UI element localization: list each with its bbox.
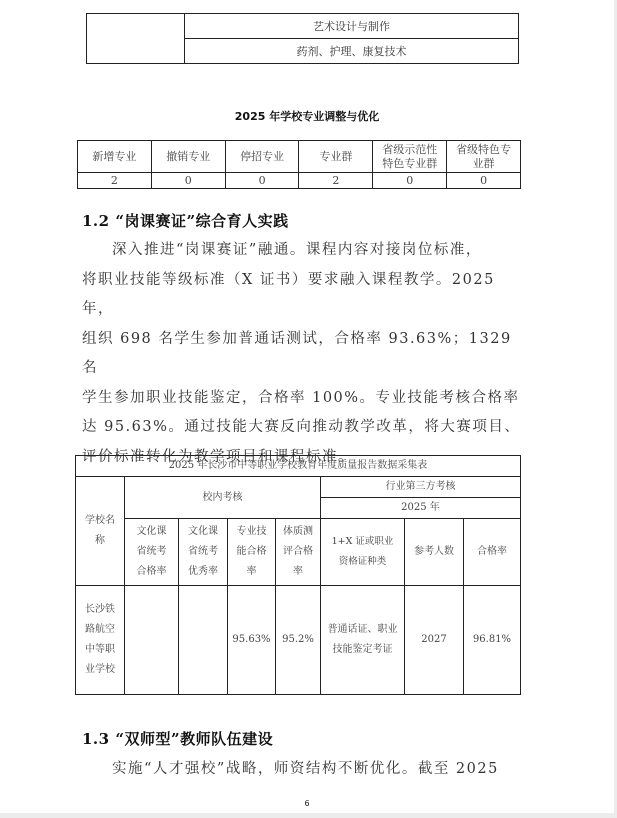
table2-subheader [321, 519, 405, 586]
table1-value: 0 [151, 173, 225, 189]
table2-cell [179, 586, 228, 695]
table1-header: 专业群 [299, 141, 373, 173]
table2-external-group: 行业第三方考核 [321, 477, 521, 498]
table2-cell: 96.81% [464, 586, 521, 695]
table2-external-year: 2025 年 [321, 498, 521, 519]
table2-cell: 2027 [405, 586, 464, 695]
section-heading-1-3: 1.3 “双师型”教师队伍建设 [82, 730, 274, 748]
table2-subheader-text: 体质测评合格率 [283, 526, 313, 577]
table1-header-text: 省级特色专业群 [456, 142, 512, 170]
table2-subheader: 参考人数 [405, 519, 464, 586]
table1-caption: 2025 年学校专业调整与优化 [234, 110, 380, 123]
section-1-3-paragraph [82, 755, 527, 785]
fragment-cell: 艺术设计与制作 [185, 14, 519, 39]
table1-value: 2 [299, 173, 373, 189]
table2-school-name-text: 长沙铁路航空中等职业学校 [85, 604, 115, 675]
table2-subheader: 合格率 [464, 519, 521, 586]
table2-title: 2025 年长沙市中等职业学校教育年度质量报告数据采集表 [76, 456, 521, 477]
major-adjustment-table [77, 140, 521, 189]
section-1-2-paragraph [82, 236, 527, 472]
table1-header: 撤销专业 [151, 141, 225, 173]
paragraph-line: 学生参加职业技能鉴定，合格率 100%。专业技能考核合格率 [82, 389, 520, 406]
table2-subheader-text: 文化课省统考合格率 [136, 526, 167, 577]
table2-school-name [76, 586, 125, 695]
page-number: 6 [304, 799, 310, 808]
table1-value: 0 [447, 173, 521, 189]
table1-value: 0 [225, 173, 299, 189]
table2-subheader [179, 519, 228, 586]
fragment-table [86, 13, 519, 64]
table2-subheader-text: 文化课省统考优秀率 [188, 526, 218, 577]
paragraph-line: 达 95.63%。通过技能大赛反向推动教学改革，将大赛项目、 [82, 419, 521, 435]
table2-cell-text: 普通话证、职业技能鉴定考证 [327, 624, 398, 655]
table1-header-text: 省级示范性特色专业群 [382, 142, 438, 170]
paragraph-line: 组织 698 名学生参加普通话测试，合格率 93.63%；1329 名 [82, 330, 512, 376]
table1-value: 2 [78, 173, 152, 189]
table2-cell [125, 586, 179, 695]
table2-cell: 95.2% [276, 586, 321, 695]
table2-subheader [228, 519, 276, 586]
table1-header: 停招专业 [225, 141, 299, 173]
paragraph-line: 实施“人才强校”战略，师资结构不断优化。截至 2025 [112, 761, 499, 777]
table2-subheader [276, 519, 321, 586]
table2-cell: 95.63% [228, 586, 276, 695]
table2-cell [321, 586, 405, 695]
quality-report-table [75, 455, 521, 695]
table2-subheader-text: 1+X 证或职业资格证种类 [331, 536, 394, 567]
section-heading-1-2: 1.2 “岗课赛证”综合育人实践 [82, 212, 289, 230]
table2-school-header-text: 学校名称 [85, 515, 115, 546]
table1-header [373, 141, 447, 173]
table2-school-header [76, 477, 125, 586]
paragraph-line: 评价标准转化为教学项目和课程标准。 [82, 448, 354, 465]
table2-internal-group: 校内考核 [125, 477, 321, 519]
paragraph-line: 将职业技能等级标准（X 证书）要求融入课程教学。2025 年， [82, 271, 495, 317]
table2-subheader [125, 519, 179, 586]
table1-value: 0 [373, 173, 447, 189]
fragment-empty-cell [87, 14, 185, 64]
table1-header: 新增专业 [78, 141, 152, 173]
table2-subheader-text: 专业技能合格率 [236, 526, 267, 577]
fragment-cell: 药剂、护理、康复技术 [185, 39, 519, 64]
table1-header [447, 141, 521, 173]
paragraph-line: 深入推进“岗课赛证”融通。课程内容对接岗位标准， [112, 242, 482, 258]
